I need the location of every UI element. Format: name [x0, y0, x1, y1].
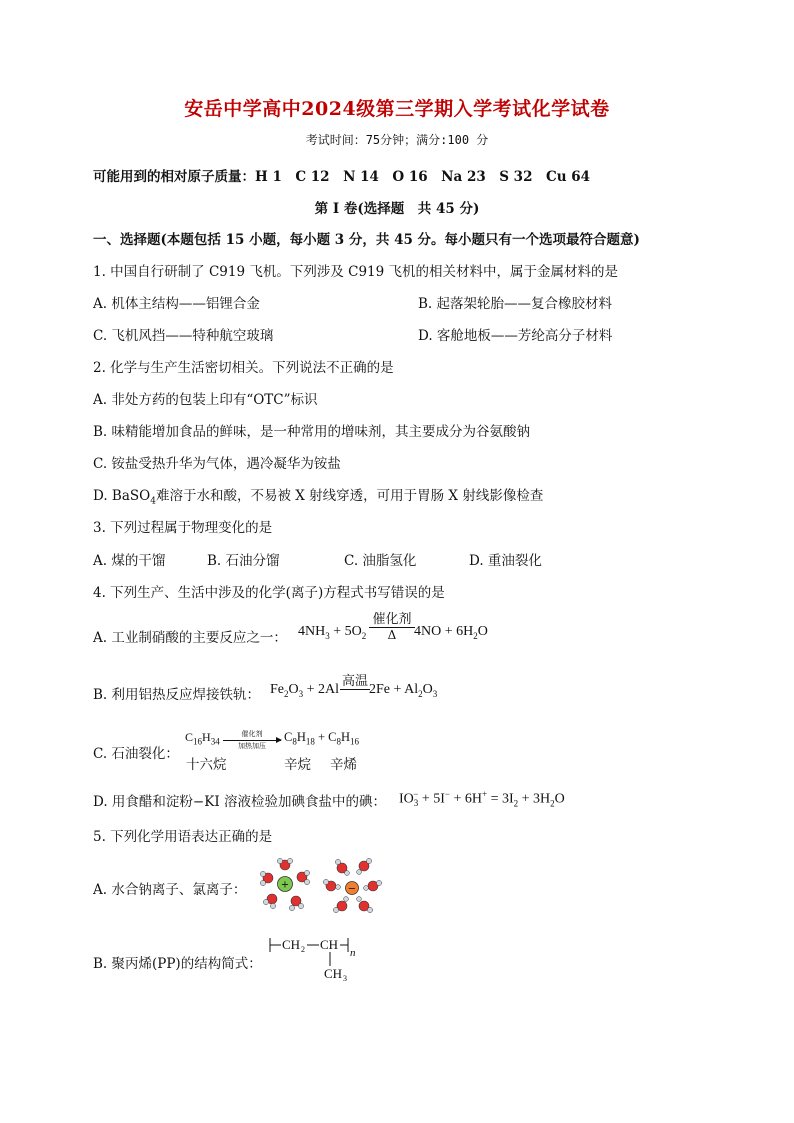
svg-text:n: n: [350, 947, 356, 959]
q4-option-d-equation: $IO_3^- + 5I^- + 6H^+ = 3I_2 + 3H_2O$: [399, 789, 565, 809]
svg-text:−: −: [347, 883, 357, 895]
exam-info: 考试时间：75分钟；满分:100 分: [305, 133, 489, 147]
q4-option-c-arrow: [223, 729, 281, 748]
water-molecule: [364, 880, 382, 891]
svg-text:+: +: [280, 879, 290, 891]
water-molecule: [277, 858, 292, 870]
q2-stem: 2. 化学与生产生活密切相关。下列说法不正确的是: [93, 360, 394, 376]
q4-stem: 4. 下列生产、生活中涉及的化学(离子)方程式书写错误的是: [93, 585, 445, 601]
q4-option-b-equation: $Fe_2O_3 + 2Al$: [270, 682, 340, 699]
water-molecule: [297, 870, 310, 884]
q4-a-cond-bot: Δ: [387, 628, 397, 642]
exam-title: 安岳中学高中2024级第三学期入学考试化学试卷: [184, 98, 610, 120]
q1-option-b: B. 起落架轮胎——复合橡胶材料: [418, 296, 613, 312]
q4-option-a-condition: [367, 612, 413, 643]
q2-d-sub: 4: [150, 496, 156, 507]
water-molecule: [333, 897, 348, 913]
polypropylene-structure: [266, 930, 362, 984]
q4-option-a-label: A. 工业制硝酸的主要反应之一：: [93, 630, 287, 646]
water-molecule: [335, 859, 349, 875]
water-molecule: [357, 897, 373, 913]
q4-c-name-octane: 辛烷: [284, 757, 311, 773]
q3-option-a: A. 煤的干馏: [93, 553, 166, 569]
svg-text:3: 3: [343, 974, 347, 983]
q2-option-c: C. 铵盐受热升华为气体，遇冷凝华为铵盐: [93, 456, 341, 472]
q2-option-a: A. 非处方药的包装上印有“OTC”标识: [93, 392, 318, 408]
q3-option-b: B. 石油分馏: [207, 553, 280, 569]
atomic-mass-line: 可能用到的相对原子质量：H 1 C 12 N 14 O 16 Na 23 S 32 Cu 64: [93, 169, 591, 185]
svg-text:CH: CH: [324, 966, 343, 981]
q4-a-cond-top: 催化剂: [372, 612, 412, 627]
water-molecule: [357, 858, 372, 874]
q3-option-c: C. 油脂氢化: [344, 553, 417, 569]
section-title: 一、选择题(本题包括 15 小题，每小题 3 分，共 45 分。每小题只有一个选项最符合题意): [93, 232, 640, 248]
q4-option-c-products: $C_8H_{18} + C_8H_{16}$: [284, 730, 360, 747]
water-molecule: [263, 894, 277, 909]
q4-option-b-label: B. 利用铝热反应焊接铁轨：: [93, 687, 261, 703]
q1-option-a: A. 机体主结构——铝锂合金: [93, 296, 260, 312]
hydrated-ions-diagram: [254, 856, 384, 916]
q3-option-d: D. 重油裂化: [469, 553, 542, 569]
q4-option-c-reactant: $C_{16}H_{34}$: [185, 730, 220, 747]
q4-option-b-products: $2Fe + Al_2O_3$: [369, 682, 438, 699]
q1-stem: 1. 中国自行研制了 C919 飞机。下列涉及 C919 飞机的相关材料中，属于金属材料的是: [93, 264, 619, 280]
q2-d-suffix: 难溶于水和酸，不易被 X 射线穿透，可用于胃肠 X 射线影像检查: [155, 488, 544, 504]
hydrated-chloride-ion: [323, 858, 381, 912]
q5-stem: 5. 下列化学用语表达正确的是: [93, 829, 273, 845]
svg-text:2: 2: [301, 945, 305, 954]
q5-option-b-label: B. 聚丙烯(PP)的结构简式：: [93, 956, 262, 972]
q4-b-cond-top: 高温: [341, 673, 368, 689]
q5-option-a-label: A. 水合钠离子、氯离子：: [93, 882, 247, 898]
q2-option-d: [93, 484, 543, 507]
q2-d-prefix: D. BaSO: [93, 488, 151, 504]
q1-option-c: C. 飞机风挡——特种航空玻璃: [93, 328, 274, 344]
hydrated-sodium-ion: [260, 858, 309, 910]
q4-c-arrow-bot: 加热加压: [238, 741, 266, 750]
volume-title: 第 I 卷(选择题 共 45 分): [314, 201, 480, 217]
q4-option-a-equation: $4NH_3 + 5O_2$: [298, 624, 367, 641]
q4-option-b-condition: [338, 671, 368, 690]
q4-c-name-hexadecane: 十六烷: [186, 757, 227, 773]
svg-text:CH: CH: [320, 937, 339, 952]
water-molecule: [260, 871, 273, 885]
water-molecule: [323, 879, 340, 891]
q3-stem: 3. 下列过程属于物理变化的是: [93, 520, 273, 536]
svg-text:CH: CH: [282, 937, 301, 952]
q4-option-d-label: D. 用食醋和淀粉−KI 溶液检验加碘食盐中的碘：: [93, 794, 386, 810]
q2-option-b: B. 味精能增加食品的鲜味，是一种常用的增味剂，其主要成分为谷氨酸钠: [93, 424, 531, 440]
q1-option-d: D. 客舱地板——芳纶高分子材料: [418, 328, 613, 344]
q4-option-a-products: $4NO + 6H_2O$: [414, 624, 488, 641]
q4-c-name-octene: 辛烯: [330, 757, 357, 773]
q4-c-arrow-top: 催化剂: [241, 729, 263, 738]
q4-option-c-label: C. 石油裂化：: [93, 746, 179, 762]
water-molecule: [289, 896, 303, 911]
